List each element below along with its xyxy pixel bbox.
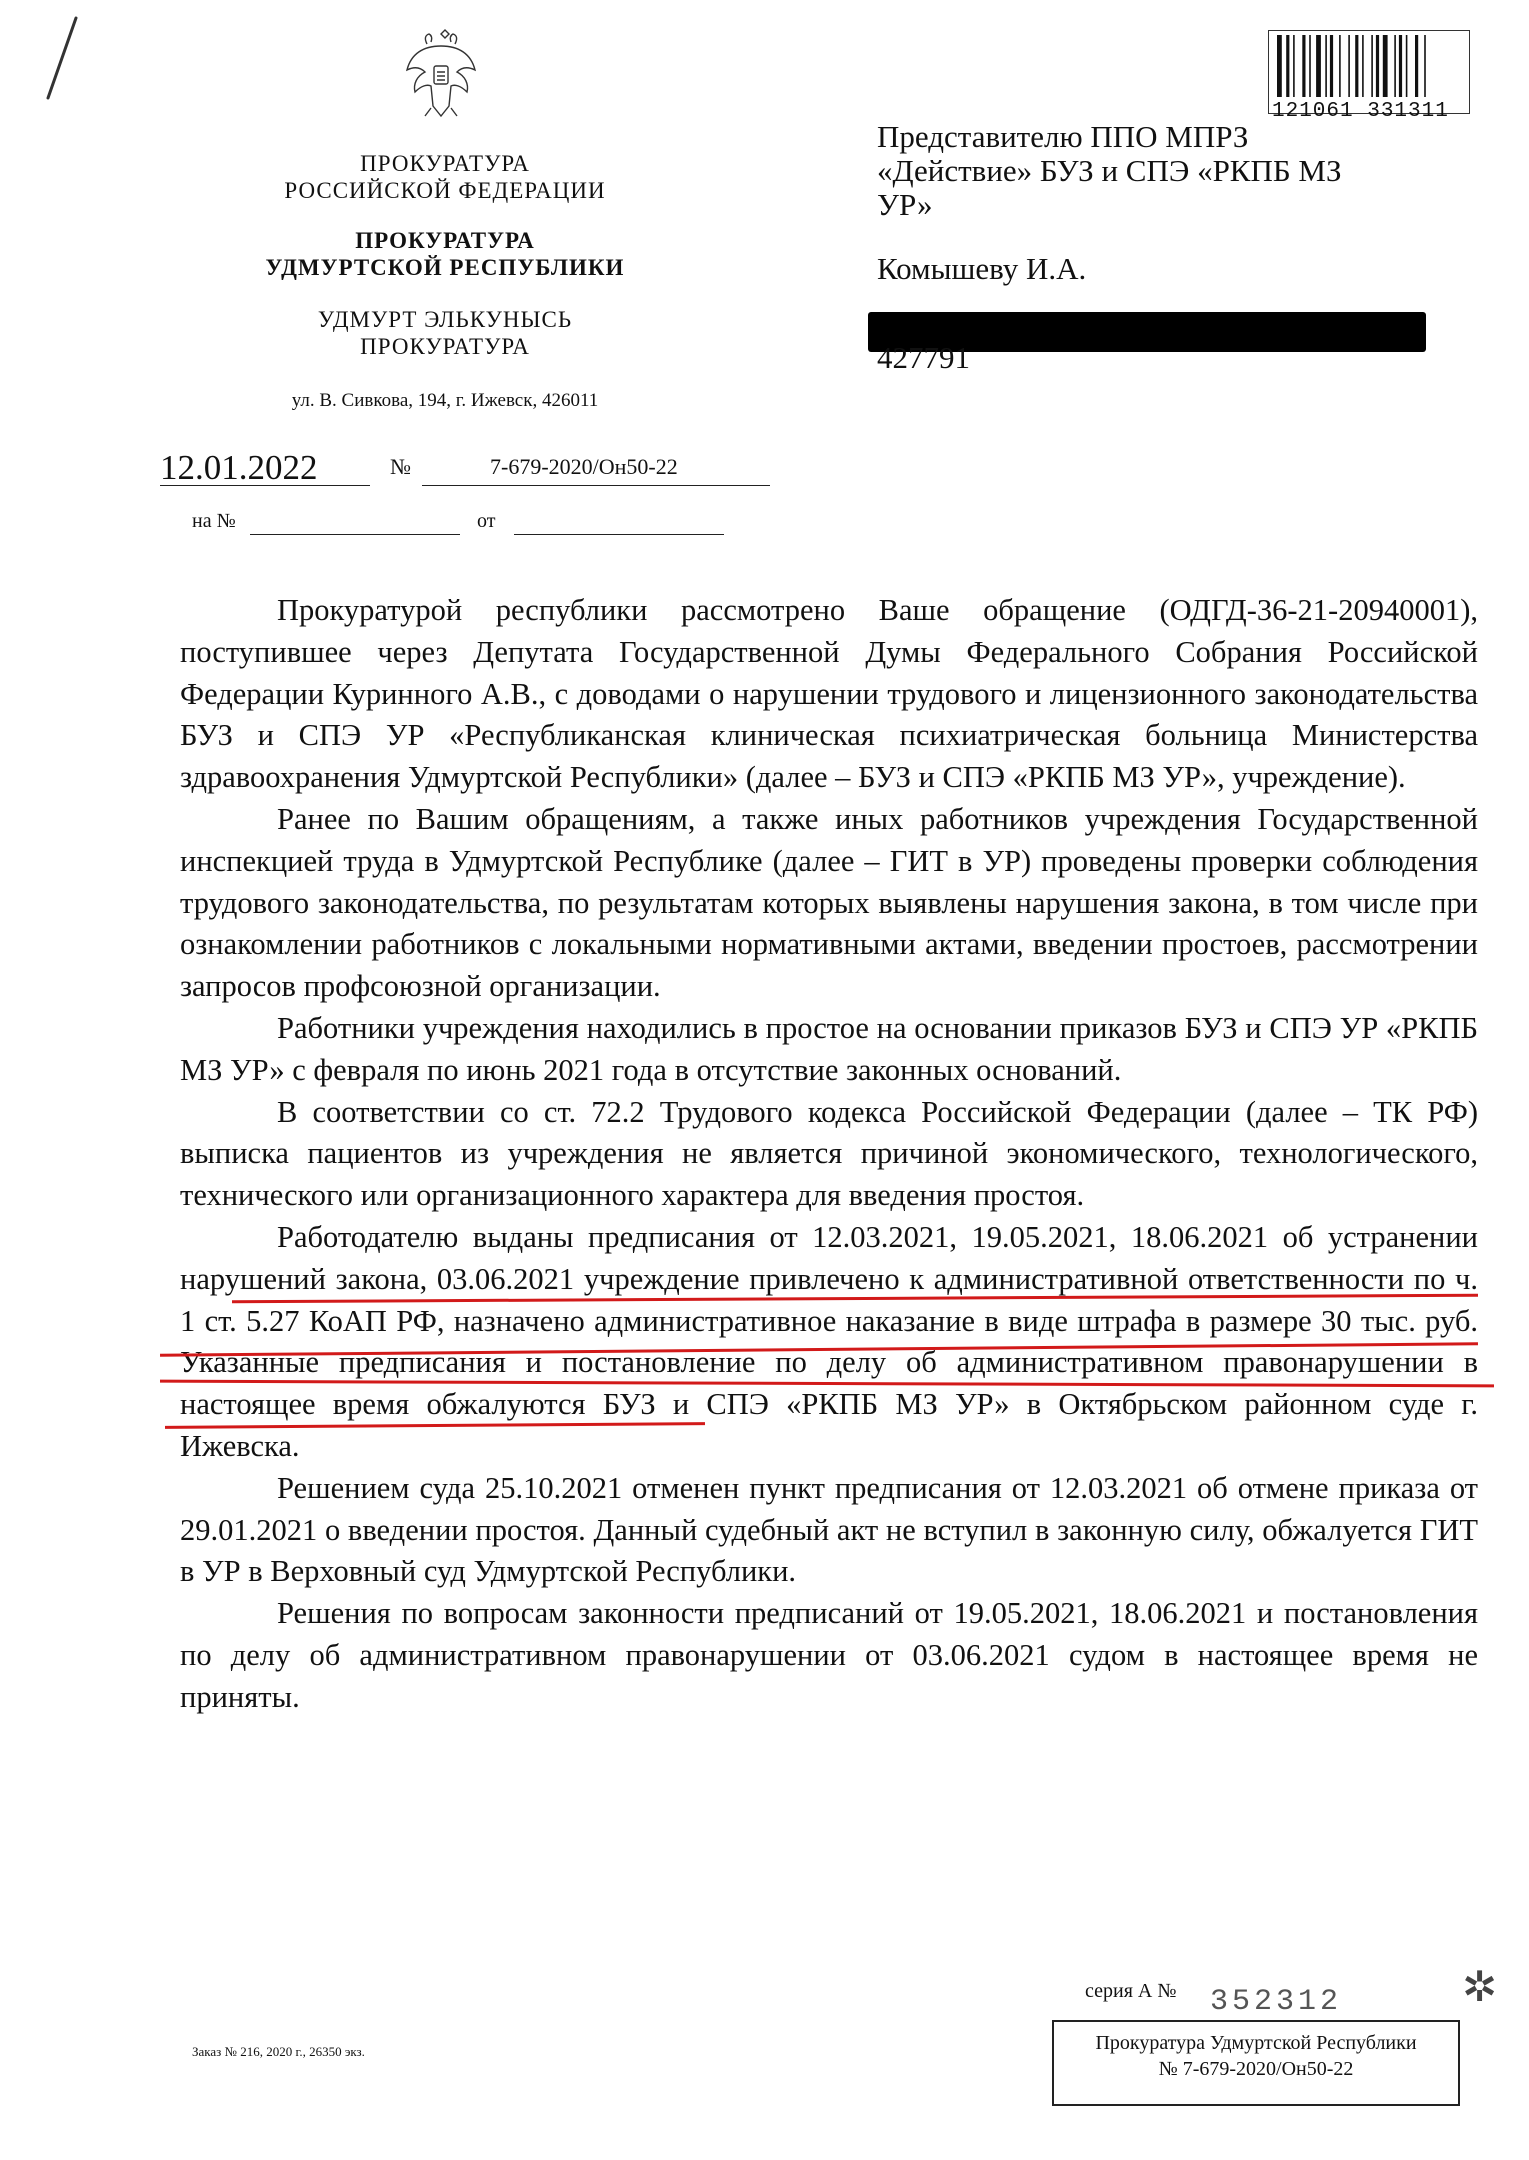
paragraph-1: Прокуратурой республики рассмотрено Ваше обращение (ОДГД-36-21-20940001), поступившее через Депутата Государственной Думы Федерального Собрания Российской Федерации Куринного А.В., с доводами о нарушении трудового и лицензионного законодательства БУЗ и СПЭ УР «Республиканская клиническая психиатрическая больница Министерства здравоохранения Удмуртской Республики» (далее – БУЗ и СПЭ «РКПБ МЗ УР», учреждение). [180,593,1478,795]
letter-body [180,590,1478,1719]
barcode-bar [1394,35,1396,97]
paragraph-7: Решения по вопросам законности предписаний от 19.05.2021, 18.06.2021 и постановления по делу об административном правонарушении от 03.06.2021 судом в настоящее время не приняты. [180,1596,1478,1714]
letterhead-udm-line-1: УДМУРТ ЭЛЬКУНЫСЬ [317,307,573,332]
letter-date: 12.01.2022 [160,448,318,487]
reference-number-label: на № [192,510,236,532]
serial-number: 352312 [1210,1985,1343,2019]
barcode-bar [1399,35,1402,97]
paragraph-2: Ранее по Вашим обращениям, а также иных работников учреждения Государственной инспекцией труда в Удмуртской Республике (далее – ГИТ в УР) проведены проверки соблюдения трудового законодательства, по результатам которых выявлены нарушения закона, в том числе при ознакомлении работников с локальными нормативными актами, введении простоев, рассмотрении запросов профсоюзной организации. [180,801,1478,1004]
reference-date-label: от [477,510,496,532]
barcode-bar [1316,35,1321,97]
barcode-bar [1424,35,1426,97]
addressee-postcode: 427791 [877,340,970,375]
paragraph-4-highlighted: В соответствии со ст. 72.2 Трудового кодекса Российской Федерации (далее – ТК РФ) выписка пациентов из учреждения не является причиной экономического, технологического, технического или организационного характера для введения простоя. [180,1094,1478,1213]
barcode-bar [1325,35,1327,97]
registration-number: 7-679-2020/Он50-22 [490,454,678,479]
addressee-block [877,120,1397,286]
barcode-bar [1339,35,1341,97]
barcode-bar [1355,35,1358,97]
barcode-bar [1330,35,1333,97]
barcode-number: 121061 331311 [1272,100,1449,123]
addressee-line-2: «Действие» БУЗ и СПЭ «РКПБ МЗ [877,153,1342,188]
pen-mark [42,14,82,104]
letterhead-region-line-1: ПРОКУРАТУРА [355,228,535,253]
addressee-line-3: УР» [877,187,933,222]
paragraph-6: Решением суда 25.10.2021 отменен пункт предписания от 12.03.2021 об отмене приказа от 29.01.2021 о введении простоя. Данный судебный акт не вступил в законную силу, обжалуется ГИТ в УР в Верховный суд Удмуртской Республики. [180,1470,1478,1589]
addressee-name: Комышеву И.А. [877,251,1087,286]
letterhead-udm-line-2: ПРОКУРАТУРА [360,334,530,359]
barcode-bar [1415,35,1418,97]
paragraph-3: Работники учреждения находились в простое на основании приказов БУЗ и СПЭ УР «РКПБ МЗ УР» с февраля по июнь 2021 года в отсутствие законных оснований. [180,1010,1478,1087]
barcode-bar [1277,35,1282,97]
letterhead-region-line-2: УДМУРТСКОЙ РЕСПУБЛИКИ [265,255,625,280]
double-headed-eagle-emblem-icon [403,26,479,122]
print-order-note: Заказ № 216, 2020 г., 26350 экз. [192,2044,365,2059]
asterisk-mark-icon: ✲ [1462,1965,1498,2011]
footer-stamp-box [1052,2020,1460,2106]
letterhead-line-1: ПРОКУРАТУРА [360,151,530,176]
reference-date-line [514,534,724,535]
barcode-bar [1286,35,1289,97]
barcode-bar [1302,35,1305,97]
letterhead-address: ул. В. Сивкова, 194, г. Ижевск, 426011 [291,390,599,411]
barcode-bar [1406,35,1408,97]
registration-row [160,448,770,488]
barcode-bar [1309,35,1311,97]
barcode-bar [1383,35,1388,97]
letterhead-line-2: РОССИЙСКОЙ ФЕДЕРАЦИИ [284,178,606,203]
barcode-bar [1348,35,1350,97]
barcode-bar [1371,35,1373,97]
paragraph-5: Работодателю выданы предписания от 12.03.2021, 19.05.2021, 18.06.2021 об устранении нарушений закона, 03.06.2021 учреждение привлечено к административной ответственности по ч. 1 ст. 5.27 КоАП РФ, назначено административное наказание в виде штрафа в размере 30 тыс. руб. Указанные предписания и постановление по делу об административном правонарушении в настоящее время обжалуются БУЗ и СПЭ «РКПБ МЗ УР» в Октябрьском районном суде г. Ижевска. [180,1219,1478,1463]
footer-box-line-1: Прокуратура Удмуртской Республики [1095,2032,1417,2054]
series-label: серия А № [1085,1980,1177,2002]
barcode-bar [1362,35,1364,97]
number-sign: № [390,454,411,479]
reference-number-line [250,534,460,535]
barcode-bar [1376,35,1379,97]
reference-row [192,510,752,540]
number-underline [422,485,770,486]
barcode-bar [1293,35,1295,97]
footer-box-line-2: № 7-679-2020/Он50-22 [1158,2058,1354,2080]
date-underline [160,485,370,486]
addressee-line-1: Представителю ППО МПРЗ [877,119,1249,154]
